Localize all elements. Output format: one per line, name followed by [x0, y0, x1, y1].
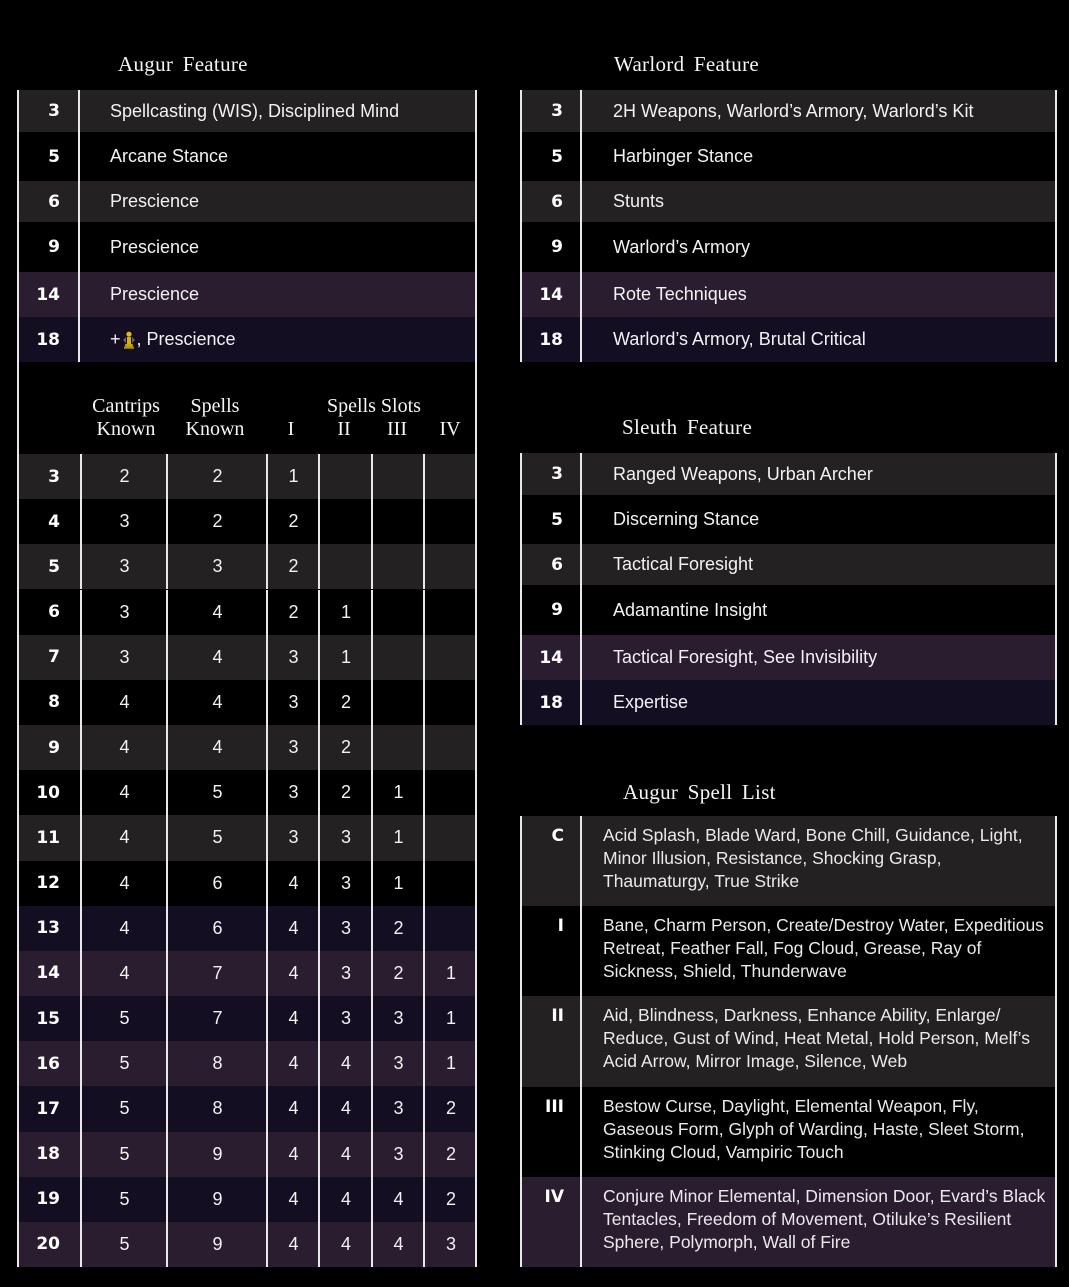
cantrips-known-header — [85, 395, 167, 441]
level-cell: 7 — [48, 647, 60, 668]
iii-cell — [373, 499, 424, 544]
column-divider — [580, 317, 582, 362]
ii-cell — [320, 544, 372, 589]
table-row — [19, 861, 475, 906]
iv-cell — [425, 499, 477, 544]
iv-cell: 3 — [445, 1233, 456, 1254]
column-divider — [580, 1177, 582, 1267]
table-row — [19, 317, 475, 362]
column-divider — [580, 996, 582, 1086]
feature-cell: Harbinger Stance — [613, 146, 754, 166]
column-divider — [580, 544, 582, 585]
column-divider — [580, 680, 582, 725]
cantrips-cell: 5 — [119, 1053, 130, 1074]
table-row — [522, 222, 1055, 272]
iv-cell: 2 — [445, 1188, 456, 1209]
ii-cell — [320, 499, 372, 544]
level-cell: 9 — [551, 237, 563, 257]
level-cell: 14 — [36, 963, 60, 984]
table-row — [19, 132, 475, 181]
ii-cell: 4 — [340, 1098, 351, 1119]
spells-cell: 8 — [212, 1053, 223, 1074]
ii-cell: 1 — [340, 601, 351, 622]
pawn-icon — [122, 331, 136, 349]
spell-names-cell: Bane, Charm Person, Create/Destroy Water, Expeditious Retreat, Feather Fall, Fog Cloud, Grease, Ray of Sickness, Shield, Thunderwave — [603, 915, 1044, 982]
feature-cell: Spellcasting (WIS), Disciplined Mind — [110, 100, 400, 121]
i-cell: 4 — [288, 1143, 299, 1164]
table-row — [522, 544, 1055, 585]
slot-III-header: III — [387, 418, 407, 440]
table-row — [522, 495, 1055, 544]
level-cell: 19 — [36, 1189, 60, 1210]
level-cell: 13 — [36, 918, 60, 939]
level-cell: 14 — [36, 284, 60, 305]
plus-sign: + — [110, 329, 121, 349]
feature-cell: Stunts — [613, 191, 665, 211]
cantrips-cell: 4 — [119, 872, 130, 893]
iv-cell — [425, 454, 477, 499]
level-cell: 11 — [36, 827, 60, 848]
table-row — [522, 585, 1055, 635]
level-cell: 3 — [48, 101, 60, 121]
table-row — [19, 499, 475, 544]
column-divider — [78, 181, 80, 222]
cantrips-cell: 5 — [119, 1008, 130, 1029]
level-cell: 3 — [551, 101, 563, 121]
cantrips-cell: 4 — [119, 962, 130, 983]
ii-cell: 2 — [340, 737, 351, 758]
header-line: Cantrips — [92, 395, 160, 417]
spell-list-row — [522, 1087, 1055, 1177]
cantrips-cell: 3 — [119, 601, 130, 622]
iv-cell — [425, 861, 477, 906]
iv-cell: 2 — [445, 1098, 456, 1119]
augur-spell-list-table — [520, 816, 1057, 1267]
table-row — [19, 996, 475, 1041]
iv-cell — [425, 635, 477, 680]
iii-cell: 3 — [393, 1143, 404, 1164]
iv-cell — [425, 725, 477, 770]
spell-level-cell: IV — [544, 1186, 564, 1207]
iv-cell — [425, 680, 477, 725]
spell-level-cell: I — [557, 916, 564, 937]
level-cell: 6 — [48, 191, 60, 212]
cantrips-cell: 2 — [119, 466, 130, 487]
table-row — [19, 635, 475, 680]
table-row — [522, 272, 1055, 317]
i-cell: 2 — [288, 601, 299, 622]
cantrips-cell: 5 — [119, 1098, 130, 1119]
level-cell: 14 — [539, 647, 563, 668]
spells-cell: 9 — [212, 1188, 223, 1209]
feature-cell: Prescience — [110, 236, 200, 257]
table-row — [522, 132, 1055, 181]
column-divider — [580, 816, 582, 906]
table-row — [19, 222, 475, 272]
level-cell: 17 — [36, 1098, 60, 1119]
table-row — [19, 815, 475, 860]
cantrips-cell: 4 — [119, 737, 130, 758]
level-cell: 5 — [551, 146, 563, 167]
feature-cell: Expertise — [613, 692, 689, 712]
cantrips-cell: 5 — [119, 1188, 130, 1209]
level-cell: 6 — [551, 191, 563, 212]
feature-cell: Tactical Foresight — [613, 554, 754, 574]
table-row — [522, 317, 1055, 362]
iv-cell: 1 — [445, 1008, 456, 1029]
spells-cell: 8 — [212, 1098, 223, 1119]
spells-cell: 4 — [212, 737, 223, 758]
iii-cell: 1 — [393, 827, 404, 848]
spell-list-row — [522, 906, 1055, 996]
i-cell: 4 — [288, 1098, 299, 1119]
i-cell: 3 — [288, 827, 299, 848]
iii-cell: 1 — [393, 872, 404, 893]
table-row — [522, 680, 1055, 725]
spells-cell: 9 — [212, 1143, 223, 1164]
feature-cell — [110, 317, 236, 362]
table-row — [19, 770, 475, 815]
spells-cell: 6 — [212, 917, 223, 938]
augur-spell-list-title: Augur Spell List — [623, 780, 776, 804]
table-row — [19, 1041, 475, 1086]
spellcasting-header — [19, 395, 475, 455]
level-cell: 3 — [551, 464, 563, 484]
ii-cell: 3 — [340, 1008, 351, 1029]
spells-cell: 4 — [212, 601, 223, 622]
iii-cell: 4 — [393, 1233, 404, 1254]
spells-cell: 2 — [212, 511, 223, 532]
spell-slots-header: Spells Slots — [327, 395, 421, 417]
spells-known-header — [174, 395, 256, 441]
column-divider — [580, 585, 582, 635]
spell-level-cell: II — [551, 1006, 564, 1027]
i-cell: 3 — [288, 646, 299, 667]
level-cell: 18 — [539, 692, 563, 713]
table-row — [19, 680, 475, 725]
spells-cell: 3 — [212, 556, 223, 577]
ii-cell: 4 — [340, 1143, 351, 1164]
cantrips-cell: 4 — [119, 782, 130, 803]
table-row — [19, 906, 475, 951]
cantrips-cell: 3 — [119, 646, 130, 667]
spell-names-cell: Conjure Minor Elemental, Dimension Door, Evard’s Black Tentacles, Freedom of Movement, Otiluke’s Resilient Sphere, Polymorph, Wall of Fire — [603, 1185, 1046, 1252]
i-cell: 3 — [288, 782, 299, 803]
i-cell: 4 — [288, 917, 299, 938]
level-cell: 12 — [36, 873, 60, 894]
header-line: Known — [96, 418, 156, 440]
spells-cell: 5 — [212, 782, 223, 803]
column-divider — [580, 906, 582, 996]
feature-cell: Tactical Foresight, See Invisibility — [613, 647, 878, 667]
ii-cell: 4 — [340, 1053, 351, 1074]
i-cell: 4 — [288, 1233, 299, 1254]
i-cell: 2 — [288, 511, 299, 532]
i-cell: 3 — [288, 691, 299, 712]
feature-cell: Prescience — [110, 191, 200, 211]
sleuth-feature-table — [520, 453, 1057, 725]
iv-cell — [425, 770, 477, 815]
i-cell: 1 — [288, 466, 299, 487]
column-divider — [78, 222, 80, 272]
feature-cell: Rote Techniques — [613, 284, 747, 304]
column-divider — [78, 90, 80, 132]
feature-cell: Arcane Stance — [110, 146, 229, 166]
feature-text: , Prescience — [136, 329, 236, 349]
feature-cell: Warlord’s Armory — [613, 236, 751, 257]
table-row — [19, 544, 475, 589]
table-row — [19, 272, 475, 317]
spell-level-cell: III — [545, 1096, 564, 1117]
table-row — [19, 90, 475, 132]
spells-cell: 6 — [212, 872, 223, 893]
iv-cell: 1 — [445, 1053, 456, 1074]
level-cell: 3 — [48, 466, 60, 487]
column-divider — [580, 495, 582, 544]
i-cell: 4 — [288, 962, 299, 983]
augur-feature-table — [19, 90, 475, 362]
column-divider — [580, 453, 582, 495]
spell-level-cell: C — [551, 826, 564, 846]
ii-cell: 4 — [340, 1188, 351, 1209]
iii-cell — [373, 590, 424, 635]
iii-cell: 3 — [393, 1098, 404, 1119]
iv-cell — [425, 815, 477, 860]
table-row — [19, 1177, 475, 1222]
column-divider — [580, 635, 582, 680]
table-row — [19, 1222, 475, 1267]
level-cell: 15 — [36, 1008, 60, 1029]
ii-cell: 2 — [340, 782, 351, 803]
column-divider — [78, 132, 80, 181]
spell-list-row — [522, 996, 1055, 1086]
iii-cell — [373, 680, 424, 725]
iii-cell: 2 — [393, 917, 404, 938]
ii-cell: 3 — [340, 917, 351, 938]
table-row — [19, 725, 475, 770]
header-line: Spells — [190, 395, 240, 417]
iii-cell — [373, 635, 424, 680]
level-cell: 10 — [36, 782, 60, 803]
table-row — [522, 635, 1055, 680]
level-cell: 5 — [48, 146, 60, 167]
column-divider — [580, 90, 582, 132]
slot-IV-header: IV — [439, 418, 461, 440]
level-cell: 4 — [48, 511, 60, 532]
spellcasting-table — [19, 454, 475, 1267]
column-divider — [580, 1087, 582, 1177]
table-row — [19, 454, 475, 499]
table-row — [19, 1132, 475, 1177]
slot-I-header: I — [287, 418, 295, 440]
level-cell: 8 — [48, 692, 60, 713]
feature-cell: Ranged Weapons, Urban Archer — [613, 463, 873, 484]
spell-names-cell: Acid Splash, Blade Ward, Bone Chill, Guidance, Light, Minor Illusion, Resistance, Shocking Grasp, Thaumaturgy, True Strike — [603, 825, 1023, 891]
table-row — [19, 951, 475, 996]
iii-cell: 2 — [393, 962, 404, 983]
level-cell: 9 — [48, 237, 60, 257]
level-cell: 9 — [48, 737, 60, 758]
ii-cell — [320, 454, 372, 499]
ii-cell: 4 — [340, 1233, 351, 1254]
spell-list-row — [522, 816, 1055, 906]
i-cell: 3 — [288, 737, 299, 758]
iv-cell: 2 — [445, 1143, 456, 1164]
level-cell: 6 — [48, 602, 60, 623]
table-row — [522, 181, 1055, 222]
column-divider — [580, 181, 582, 222]
iv-cell: 1 — [445, 962, 456, 983]
iii-cell: 3 — [393, 1008, 404, 1029]
table-row — [19, 590, 475, 635]
feature-cell: 2H Weapons, Warlord’s Armory, Warlord’s Kit — [613, 100, 974, 121]
cantrips-cell: 4 — [119, 917, 130, 938]
level-cell: 16 — [36, 1053, 60, 1074]
level-cell: 18 — [36, 1144, 60, 1165]
feature-cell: Discerning Stance — [613, 509, 760, 529]
iii-cell: 4 — [393, 1188, 404, 1209]
iii-cell: 1 — [393, 782, 404, 803]
spells-cell: 7 — [212, 962, 223, 983]
iii-cell — [373, 454, 424, 499]
iv-cell — [425, 906, 477, 951]
spells-cell: 4 — [212, 691, 223, 712]
cantrips-cell: 4 — [119, 691, 130, 712]
ii-cell: 3 — [340, 827, 351, 848]
spell-names-cell: Bestow Curse, Daylight, Elemental Weapon, Fly, Gaseous Form, Glyph of Warding, Haste, Sleet Storm, Stinking Cloud, Vampiric Touch — [603, 1095, 1025, 1162]
table-row — [522, 90, 1055, 132]
ii-cell: 3 — [340, 872, 351, 893]
column-divider — [78, 272, 80, 317]
column-divider — [580, 132, 582, 181]
spells-cell: 5 — [212, 827, 223, 848]
column-divider — [78, 317, 80, 362]
cantrips-cell: 5 — [119, 1143, 130, 1164]
spells-cell: 9 — [212, 1233, 223, 1254]
spells-cell: 4 — [212, 646, 223, 667]
iv-cell — [425, 590, 477, 635]
level-cell: 18 — [36, 329, 60, 350]
table-row — [19, 181, 475, 222]
column-divider — [580, 222, 582, 272]
feature-cell: Adamantine Insight — [613, 599, 768, 620]
i-cell: 4 — [288, 1053, 299, 1074]
cantrips-cell: 4 — [119, 827, 130, 848]
header-line: Known — [185, 418, 245, 440]
warlord-feature-title: Warlord Feature — [614, 52, 759, 76]
sleuth-feature-title: Sleuth Feature — [622, 415, 753, 439]
level-cell: 20 — [36, 1234, 60, 1255]
i-cell: 4 — [288, 1008, 299, 1029]
i-cell: 2 — [288, 556, 299, 577]
cantrips-cell: 3 — [119, 556, 130, 577]
slot-II-header: II — [337, 418, 351, 440]
ii-cell: 2 — [340, 691, 351, 712]
cantrips-cell: 3 — [119, 511, 130, 532]
level-cell: 5 — [551, 509, 563, 530]
feature-cell: Warlord’s Armory, Brutal Critical — [613, 329, 866, 349]
spells-cell: 7 — [212, 1008, 223, 1029]
augur-panel — [17, 90, 477, 1267]
spell-list-row — [522, 1177, 1055, 1267]
spell-names-cell: Aid, Blindness, Darkness, Enhance Ability, Enlarge/ Reduce, Gust of Wind, Heat Metal, Hold Person, Melf’s Acid Arrow, Mirror Image, Silence, Web — [603, 1005, 1030, 1072]
iii-cell — [373, 544, 424, 589]
warlord-feature-table — [520, 90, 1057, 362]
column-divider — [580, 272, 582, 317]
ii-cell: 3 — [340, 962, 351, 983]
feature-cell: Prescience — [110, 284, 200, 304]
level-cell: 6 — [551, 554, 563, 575]
level-cell: 14 — [539, 284, 563, 305]
table-row — [19, 1086, 475, 1131]
level-cell: 9 — [551, 600, 563, 620]
spells-cell: 2 — [212, 466, 223, 487]
iii-cell: 3 — [393, 1053, 404, 1074]
i-cell: 4 — [288, 1188, 299, 1209]
iv-cell — [425, 544, 477, 589]
ii-cell: 1 — [340, 646, 351, 667]
augur-feature-title: Augur Feature — [118, 52, 248, 76]
level-cell: 5 — [48, 556, 60, 577]
cantrips-cell: 5 — [119, 1233, 130, 1254]
iii-cell — [373, 725, 424, 770]
level-cell: 18 — [539, 329, 563, 350]
table-row — [522, 453, 1055, 495]
i-cell: 4 — [288, 872, 299, 893]
